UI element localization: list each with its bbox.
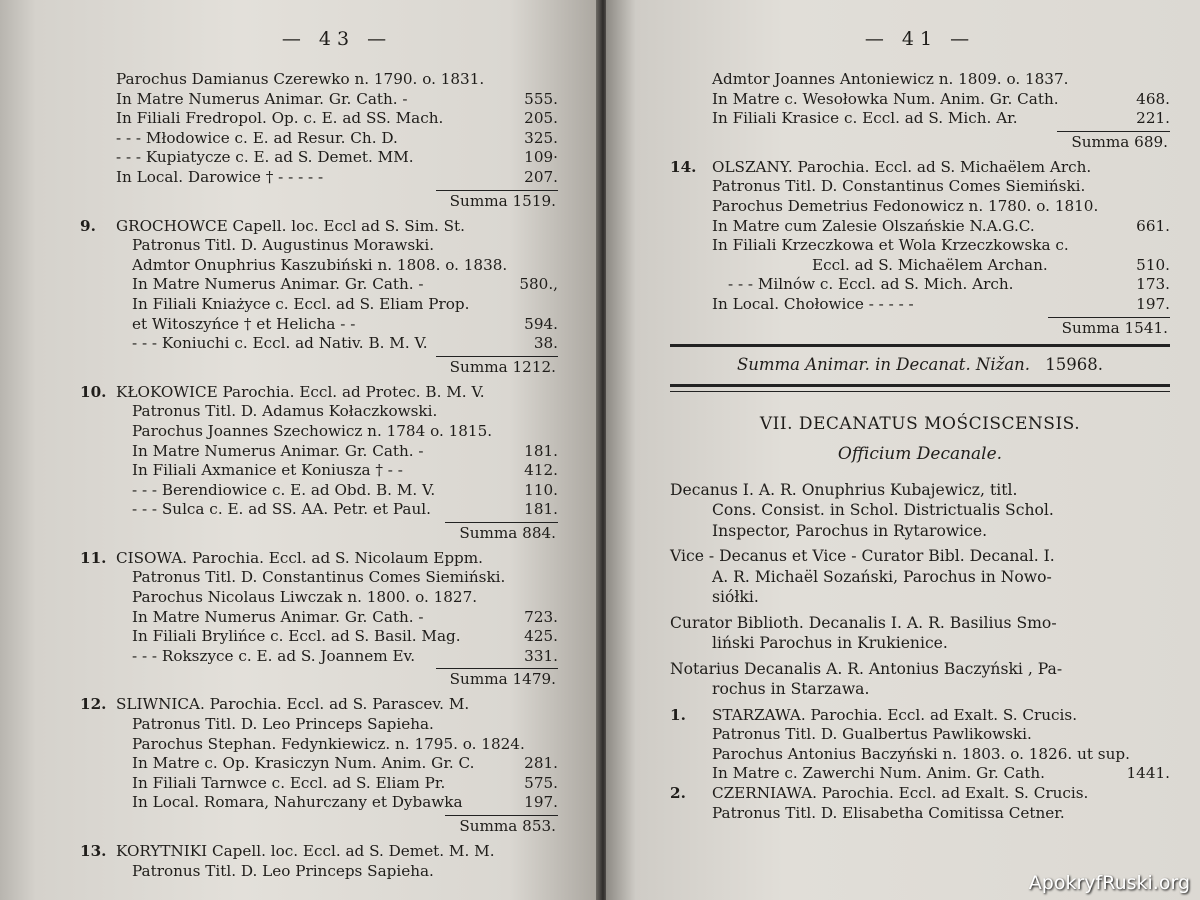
text-line <box>712 804 1170 824</box>
line-text: Patronus Titl. D. Leo Princeps Sapieha. <box>132 861 434 880</box>
text-line <box>712 236 1170 256</box>
text-line <box>116 90 558 110</box>
text-line <box>712 197 1170 217</box>
entry-number: 13. <box>80 842 107 860</box>
summa-row <box>670 131 1170 152</box>
line-text: GROCHOWCE Capell. loc. Eccl ad S. Sim. St. <box>116 216 465 235</box>
text-line <box>116 275 558 295</box>
decanate-total-value: 15968. <box>1045 354 1104 374</box>
line-text: Eccl. ad S. Michaëlem Archan. <box>812 255 1048 274</box>
text-line <box>116 774 558 794</box>
text-line <box>116 256 558 276</box>
left-page-number: — 43 — <box>281 28 393 50</box>
text-line <box>116 793 558 813</box>
entry-number: 14. <box>670 157 697 176</box>
officium-first-line: Curator Biblioth. Decanalis I. A. R. Basilius Smo- <box>670 613 1057 632</box>
officium-first-line: Vice - Decanus et Vice - Curator Bibl. Decanal. I. <box>670 547 1055 566</box>
text-line <box>670 783 1170 804</box>
text-line <box>712 256 1170 276</box>
line-value: 110. <box>524 480 558 499</box>
text-line <box>712 217 1170 237</box>
watermark: ApokryfRuski.org <box>1028 872 1190 894</box>
line-value: 575. <box>524 773 558 792</box>
text-line <box>712 764 1170 784</box>
entry-12 <box>80 695 558 813</box>
text-line <box>116 735 558 755</box>
line-text: KORYTNIKI Capell. loc. Eccl. ad S. Demet. M. M. <box>116 842 495 860</box>
officium-cont-line: liński Parochus in Krukienice. <box>712 634 948 653</box>
line-value: 197. <box>524 793 558 812</box>
entry-1 <box>670 706 1170 784</box>
summa-value: Summa 1479. <box>436 668 558 689</box>
line-value: 425. <box>524 627 558 646</box>
decanate-total <box>670 355 1170 374</box>
text-line <box>670 705 1170 726</box>
line-text: In Matre Numerus Animar. Gr. Cath. - <box>132 607 424 626</box>
line-value: 555. <box>524 89 558 108</box>
section-title: VII. DECANATUS MOŚCISCENSIS. <box>759 413 1081 434</box>
line-text: KŁOKOWICE Parochia. Eccl. ad Protec. B. M. V. <box>116 382 485 401</box>
text-line <box>116 295 558 315</box>
entry-10 <box>80 382 558 520</box>
text-line <box>80 842 558 862</box>
text-line <box>116 461 558 481</box>
line-value: 281. <box>524 754 558 773</box>
line-text: Admtor Onuphrius Kaszubiński n. 1808. o. 1838. <box>132 255 508 274</box>
officium-list <box>670 480 1170 700</box>
officium-cont-line: Cons. Consist. in Schol. Districtualis Schol. <box>712 501 1054 520</box>
text-line <box>80 548 558 569</box>
text-line <box>712 295 1170 315</box>
entry-number: 9. <box>80 216 96 235</box>
text-line <box>116 715 558 735</box>
line-text: - - - Młodowice c. E. ad Resur. Ch. D. <box>116 128 398 147</box>
line-text: In Matre Numerus Animar. Gr. Cath. - <box>132 441 424 460</box>
line-text: Parochus Nicolaus Liwczak n. 1800. o. 1827. <box>132 588 478 607</box>
text-line <box>116 422 558 442</box>
line-text: - - - Berendiowice c. E. ad Obd. B. M. V. <box>132 480 436 499</box>
text-line <box>116 568 558 588</box>
line-text: CISOWA. Parochia. Eccl. ad S. Nicolaum Eppm. <box>116 548 484 567</box>
line-value: 207. <box>524 167 558 186</box>
line-text: CZERNIAWA. Parochia. Eccl. ad Exalt. S. Crucis. <box>712 783 1089 802</box>
text-line <box>712 725 1170 745</box>
line-text: In Filiali Kniażyce c. Eccl. ad S. Eliam Prop. <box>132 294 470 313</box>
summa-value: Summa 689. <box>1057 131 1170 152</box>
line-text: Patronus Titl. D. Augustinus Morawski. <box>132 236 435 255</box>
entry-2 <box>670 784 1170 823</box>
summa-value: Summa 1212. <box>436 356 558 377</box>
decanate-total-label: Summa Animar. in Decanat. Nižan. <box>736 354 1031 374</box>
text-line <box>116 608 558 628</box>
summa-row <box>116 522 558 543</box>
summa-row <box>116 815 558 836</box>
line-value: 580., <box>519 275 558 294</box>
line-text: - - - Rokszyce c. E. ad S. Joannem Ev. <box>132 646 416 665</box>
line-value: 181. <box>524 441 558 460</box>
line-text: Parochus Stephan. Fedynkiewicz. n. 1795. o. 1824. <box>132 734 525 753</box>
entry-number: 2. <box>670 783 686 802</box>
line-text: In Filiali Fredropol. Op. c. E. ad SS. Mach. <box>116 109 444 128</box>
line-value: 325. <box>524 128 558 147</box>
text-line <box>712 177 1170 197</box>
entry-number: 10. <box>80 382 107 401</box>
officium-cont-line: rochus in Starzawa. <box>712 680 870 699</box>
summa-row <box>670 317 1170 338</box>
line-text: Patronus Titl. D. Adamus Kołaczkowski. <box>132 402 438 421</box>
line-value: 38. <box>533 334 558 353</box>
line-text: Patronus Titl. D. Constantinus Comes Siemiński. <box>712 177 1086 196</box>
text-line <box>116 754 558 774</box>
line-value: 1441. <box>1126 764 1170 783</box>
line-text: In Local. Romara, Nahurczany et Dybawka <box>132 793 463 812</box>
line-text: In Local. Darowice † - - - - - <box>116 167 324 186</box>
officium-first-line: Decanus I. A. R. Onuphrius Kubajewicz, titl. <box>670 480 1018 499</box>
text-line <box>116 148 558 168</box>
line-text: Parochus Antonius Baczyński n. 1803. o. 1826. ut sup. <box>712 744 1130 763</box>
line-text: In Local. Chołowice - - - - - <box>712 294 914 313</box>
line-text: - - - Koniuchi c. Eccl. ad Nativ. B. M. V. <box>132 334 428 353</box>
line-text: In Filiali Brylińce c. Eccl. ad S. Basil. Mag. <box>132 627 461 646</box>
line-value: 594. <box>524 314 558 333</box>
text-line <box>116 500 558 520</box>
line-text: In Filiali Krzeczkowa et Wola Krzeczkowska c. <box>712 236 1069 255</box>
entry-11 <box>80 548 558 667</box>
entry-number: 12. <box>80 695 107 714</box>
text-line <box>116 236 558 256</box>
line-value: 661. <box>1136 216 1170 235</box>
summa-row <box>116 190 558 211</box>
line-text: et Witoszyńce † et Helicha - - <box>132 314 356 333</box>
line-value: 510. <box>1136 255 1170 274</box>
summa-value: Summa 884. <box>445 522 558 543</box>
line-text: Patronus Titl. D. Leo Princeps Sapieha. <box>132 715 434 734</box>
summa-value: Summa 1519. <box>436 190 558 211</box>
entry-number: 11. <box>80 548 107 567</box>
line-value: 468. <box>1136 89 1170 108</box>
entry-number: 1. <box>670 705 686 724</box>
text-line <box>116 481 558 501</box>
text-line <box>116 168 558 188</box>
summa-row <box>116 356 558 377</box>
officium-entry <box>670 546 1170 608</box>
line-text: Parochus Joannes Szechowicz n. 1784 o. 1815. <box>132 421 493 440</box>
line-text: SLIWNICA. Parochia. Eccl. ad S. Parascev. M. <box>116 695 470 714</box>
summa-value: Summa 1541. <box>1048 317 1170 338</box>
line-text: In Matre c. Wesołowka Num. Anim. Gr. Cath. <box>712 89 1059 108</box>
text-line <box>116 315 558 335</box>
text-line <box>80 216 558 237</box>
text-line <box>712 90 1170 110</box>
line-value: 331. <box>524 646 558 665</box>
line-value: 173. <box>1136 275 1170 294</box>
right-block-a <box>670 70 1170 129</box>
officium-cont-line: siółki. <box>712 588 759 607</box>
line-text: - - - Kupiatycze c. E. ad S. Demet. MM. <box>116 148 414 167</box>
text-line <box>116 442 558 462</box>
left-block-a <box>116 70 558 188</box>
rule-thick <box>670 344 1170 347</box>
text-line <box>116 402 558 422</box>
line-text: - - - Sulca c. E. ad SS. AA. Petr. et Paul. <box>132 500 431 519</box>
line-value: 221. <box>1136 109 1170 128</box>
text-line <box>80 382 558 403</box>
line-value: 412. <box>524 461 558 480</box>
line-text: In Matre Numerus Animar. Gr. Cath. - <box>132 275 424 294</box>
line-value: 205. <box>524 109 558 128</box>
line-text: Patronus Titl. D. Constantinus Comes Siemiński. <box>132 568 506 587</box>
officium-cont-line: Inspector, Parochus in Rytarowice. <box>712 521 988 540</box>
line-text: Patronus Titl. D. Elisabetha Comitissa Cetner. <box>712 803 1065 822</box>
officium-cont-line: A. R. Michaël Sozański, Parochus in Nowo- <box>712 567 1052 586</box>
text-line <box>116 129 558 149</box>
line-value: 723. <box>524 607 558 626</box>
entry-9 <box>80 216 558 354</box>
right-page-number: — 41 — <box>864 28 976 50</box>
text-line <box>80 695 558 715</box>
line-text: Patronus Titl. D. Gualbertus Pawlikowski. <box>712 725 1032 744</box>
officium-entry <box>670 480 1170 542</box>
text-line <box>116 862 558 882</box>
line-text: - - - Milnów c. Eccl. ad S. Mich. Arch. <box>728 275 1014 294</box>
line-text: In Filiali Axmanice et Koniusza † - - <box>132 461 403 480</box>
text-line <box>116 647 558 667</box>
text-line <box>116 588 558 608</box>
line-value: 197. <box>1136 294 1170 313</box>
right-page <box>606 0 1200 900</box>
line-text: In Matre c. Op. Krasiczyn Num. Anim. Gr. C. <box>132 754 475 773</box>
officium-entry <box>670 659 1170 700</box>
summa-value: Summa 853. <box>445 815 558 836</box>
line-text: Parochus Demetrius Fedonowicz n. 1780. o. 1810. <box>712 196 1099 215</box>
text-line <box>116 109 558 129</box>
officium-first-line: Notarius Decanalis A. R. Antonius Baczyński , Pa- <box>670 659 1063 678</box>
text-line <box>116 627 558 647</box>
entry-14 <box>670 158 1170 315</box>
line-text: Parochus Damianus Czerewko n. 1790. o. 1831. <box>116 70 485 88</box>
text-line <box>116 70 558 90</box>
line-text: OLSZANY. Parochia. Eccl. ad S. Michaëlem Arch. <box>712 157 1092 176</box>
officium-entry <box>670 613 1170 654</box>
text-line <box>116 334 558 354</box>
line-text: STARZAWA. Parochia. Eccl. ad Exalt. S. Crucis. <box>712 705 1078 724</box>
text-line <box>712 275 1170 295</box>
text-line <box>712 745 1170 765</box>
line-text: In Matre cum Zalesie Olszańskie N.A.G.C. <box>712 216 1035 235</box>
line-value: 181. <box>524 500 558 519</box>
rule-double <box>670 384 1170 392</box>
summa-row <box>116 668 558 689</box>
line-text: In Filiali Krasice c. Eccl. ad S. Mich. Ar. <box>712 109 1018 128</box>
line-text: In Matre c. Zawerchi Num. Anim. Gr. Cath. <box>712 764 1045 783</box>
entry-13 <box>80 842 558 881</box>
text-line <box>712 70 1170 90</box>
text-line <box>712 109 1170 129</box>
text-line <box>670 157 1170 178</box>
line-text: In Filiali Tarnwce c. Eccl. ad S. Eliam Pr. <box>132 773 446 792</box>
section-subtitle: Officium Decanale. <box>837 443 1003 464</box>
line-value: 109· <box>524 148 558 167</box>
line-text: In Matre Numerus Animar. Gr. Cath. - <box>116 89 408 108</box>
line-text: Admtor Joannes Antoniewicz n. 1809. o. 1837. <box>712 70 1069 88</box>
